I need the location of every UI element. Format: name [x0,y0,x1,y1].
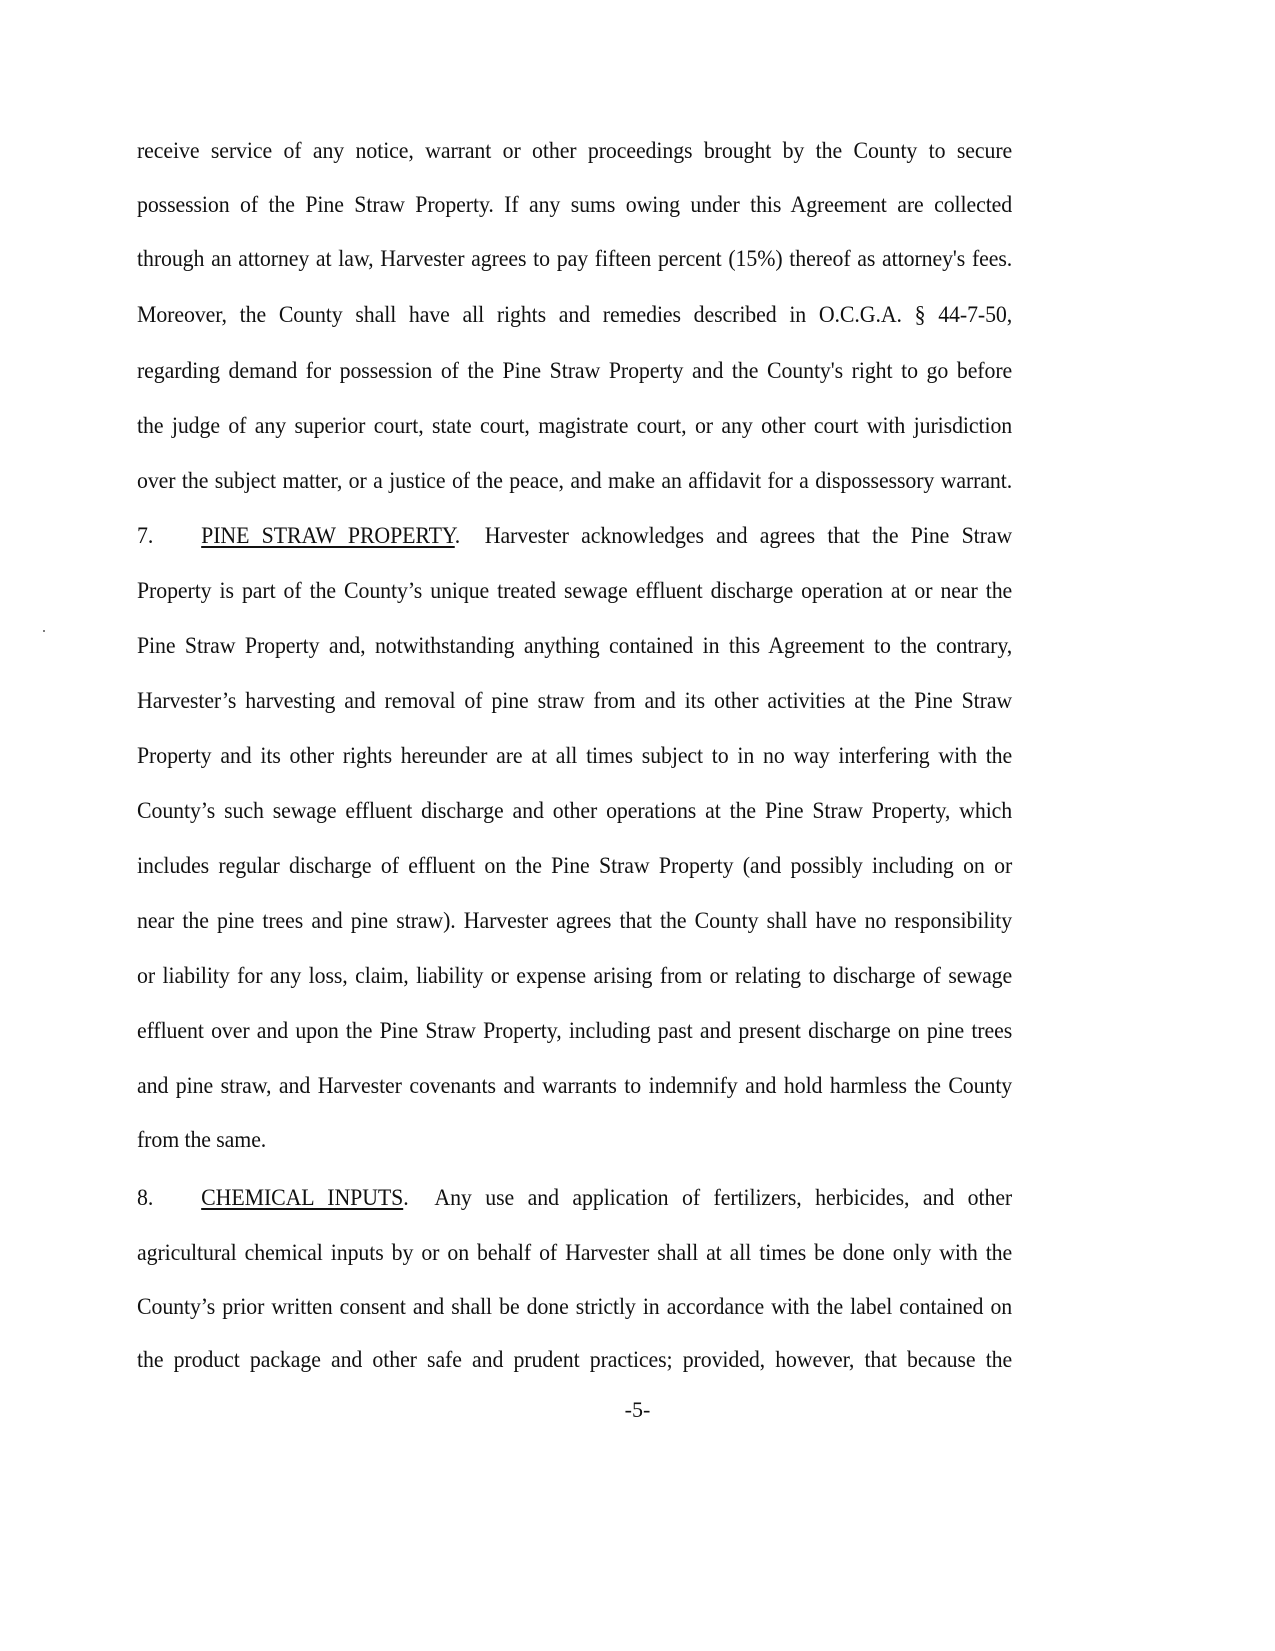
body-line: possession of the Pine Straw Property. If any sums owing under this Agreement are collected [137,192,1013,218]
scan-speck [43,630,45,632]
body-line: Harvester’s harvesting and removal of pine straw from and its other activities at the Pine Straw [137,688,1013,714]
section-text: Any use and application of fertilizers, herbicides, and other [408,1185,1013,1211]
body-line: the product package and other safe and prudent practices; provided, however, that because the [137,1347,1013,1373]
heading-period: . [454,523,461,549]
section-8-first-line [137,1183,1012,1213]
body-line: agricultural chemical inputs by or on behalf of Harvester shall at all times be done only with the [137,1240,1013,1266]
section-number: 8. [137,1185,154,1211]
body-line: and pine straw, and Harvester covenants and warrants to indemnify and hold harmless the County [137,1073,1013,1099]
body-line: Property and its other rights hereunder are at all times subject to in no way interfering with the [137,743,1013,769]
body-line: through an attorney at law, Harvester agrees to pay fifteen percent (15%) thereof as attorney's fees. [137,246,1013,272]
body-line: or liability for any loss, claim, liability or expense arising from or relating to discharge of sewage [137,963,1013,989]
body-line: near the pine trees and pine straw). Harvester agrees that the County shall have no responsibility [137,908,1013,934]
body-line: effluent over and upon the Pine Straw Property, including past and present discharge on pine trees [137,1018,1013,1044]
section-heading: PINE STRAW PROPERTY [201,523,455,549]
body-line: Property is part of the County’s unique treated sewage effluent discharge operation at or near the [137,578,1013,604]
body-line: over the subject matter, or a justice of the peace, and make an affidavit for a dispossessory warrant. [137,468,1013,494]
section-text: Harvester acknowledges and agrees that the Pine Straw [460,523,1013,549]
section-heading: CHEMICAL INPUTS [201,1185,404,1211]
body-line: the judge of any superior court, state court, magistrate court, or any other court with jurisdiction [137,413,1013,439]
heading-period: . [403,1185,409,1211]
body-line: Pine Straw Property and, notwithstanding anything contained in this Agreement to the contrary, [137,633,1013,659]
body-line: Moreover, the County shall have all rights and remedies described in O.C.G.A. § 44-7-50, [137,302,1013,328]
body-line: from the same. [137,1127,267,1153]
page-number: -5- [624,1397,651,1422]
section-number: 7. [137,523,154,549]
body-line: County’s such sewage effluent discharge and other operations at the Pine Straw Property, which [137,798,1013,824]
body-line: regarding demand for possession of the Pine Straw Property and the County's right to go before [137,358,1013,384]
body-line: County’s prior written consent and shall be done strictly in accordance with the label contained on [137,1294,1013,1320]
section-7-first-line [137,521,1012,551]
body-line: receive service of any notice, warrant or other proceedings brought by the County to secure [137,138,1013,164]
body-line: includes regular discharge of effluent on the Pine Straw Property (and possibly including on or [137,853,1013,879]
